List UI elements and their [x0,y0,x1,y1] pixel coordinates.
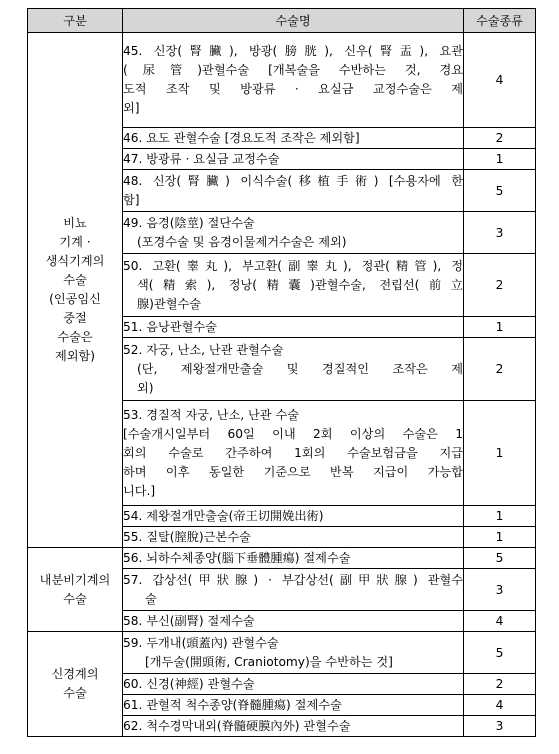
header-category: 구분 [28,9,123,33]
surgery-item-49: 49. 음경(陰莖) 절단수술 (포경수술 및 음경이물제거수술은 제외) [123,212,464,254]
surgery-item-53: 53. 경질적 자궁, 난소, 난관 수술 [수술개시일부터 60일 이내 2회 이상의 수술은 1 회의 수술로 간주하여 1회의 수술보험금을 지급 하며 이후 동일한 기준으로 반복 지급이 가능합 니다.] [123,401,464,506]
category-endocrine: 내분비기계의 수술 [28,548,123,632]
surgery-item-57: 57. 갑상선(甲狀腺) · 부갑상선(副甲狀腺) 관혈수 술 [123,569,464,611]
surgery-item-45: 45. 신장(腎臟), 방광(膀胱), 신우(腎盂), 요관 (尿管)관혈수술 [개복술을 수반하는 것, 경요 도적 조작 및 방광류 · 요실금 교정수술은 제 외] [123,33,464,128]
surgery-type-58: 4 [464,611,536,632]
surgery-item-55: 55. 질탈(膣脫)근본수술 [123,527,464,548]
surgery-type-46: 2 [464,128,536,149]
table-row [28,548,536,569]
surgery-type-47: 1 [464,149,536,170]
surgery-type-57: 3 [464,569,536,611]
surgery-type-49: 3 [464,212,536,254]
surgery-type-50: 2 [464,254,536,317]
surgery-item-62: 62. 척수경막내외(脊髓硬膜內外) 관혈수술 [123,716,464,737]
surgery-type-61: 4 [464,695,536,716]
surgery-item-61: 61. 관혈적 척수종양(脊髓腫瘍) 절제수술 [123,695,464,716]
surgery-item-51: 51. 음낭관혈수술 [123,317,464,338]
surgery-type-52: 2 [464,338,536,401]
surgery-type-54: 1 [464,506,536,527]
header-row [28,9,536,33]
category-urogenital: 비뇨 기계 · 생식기계의 수술 (인공임신 중절 수술은 제외함) [28,33,123,548]
surgery-item-59: 59. 두개내(頭蓋內) 관혈수술 [개두술(開頭術, Craniotomy)을 수반하는 것] [123,632,464,674]
surgery-type-51: 1 [464,317,536,338]
table-row [28,33,536,128]
surgery-item-58: 58. 부신(副腎) 절제수술 [123,611,464,632]
surgery-type-48: 5 [464,170,536,212]
surgery-type-56: 5 [464,548,536,569]
surgery-item-54: 54. 제왕절개만출술(帝王切開娩出術) [123,506,464,527]
surgery-item-48: 48. 신장(腎臟) 이식수술(移植手術) [수용자에 한 함] [123,170,464,212]
header-type: 수술종류 [464,9,536,33]
surgery-item-46: 46. 요도 관혈수술 [경요도적 조작은 제외함] [123,128,464,149]
surgery-type-45: 4 [464,33,536,128]
surgery-item-52: 52. 자궁, 난소, 난관 관혈수술 (단, 제왕절개만출술 및 경질적인 조작은 제 외) [123,338,464,401]
surgery-item-60: 60. 신경(神經) 관혈수술 [123,674,464,695]
surgery-item-56: 56. 뇌하수체종양(腦下垂體腫瘍) 절제수술 [123,548,464,569]
header-name: 수술명 [123,9,464,33]
surgery-type-55: 1 [464,527,536,548]
surgery-item-50: 50. 고환(睾丸), 부고환(副睾丸), 정관(精管), 정 색(精索), 정낭(精囊)관혈수술, 전립선(前立 腺)관혈수술 [123,254,464,317]
category-nervous: 신경계의 수술 [28,632,123,737]
surgery-type-59: 5 [464,632,536,674]
surgery-type-53: 1 [464,401,536,506]
surgery-type-60: 2 [464,674,536,695]
surgery-table [27,8,536,737]
table-row [28,632,536,674]
surgery-item-47: 47. 방광류 · 요실금 교정수술 [123,149,464,170]
surgery-type-62: 3 [464,716,536,737]
